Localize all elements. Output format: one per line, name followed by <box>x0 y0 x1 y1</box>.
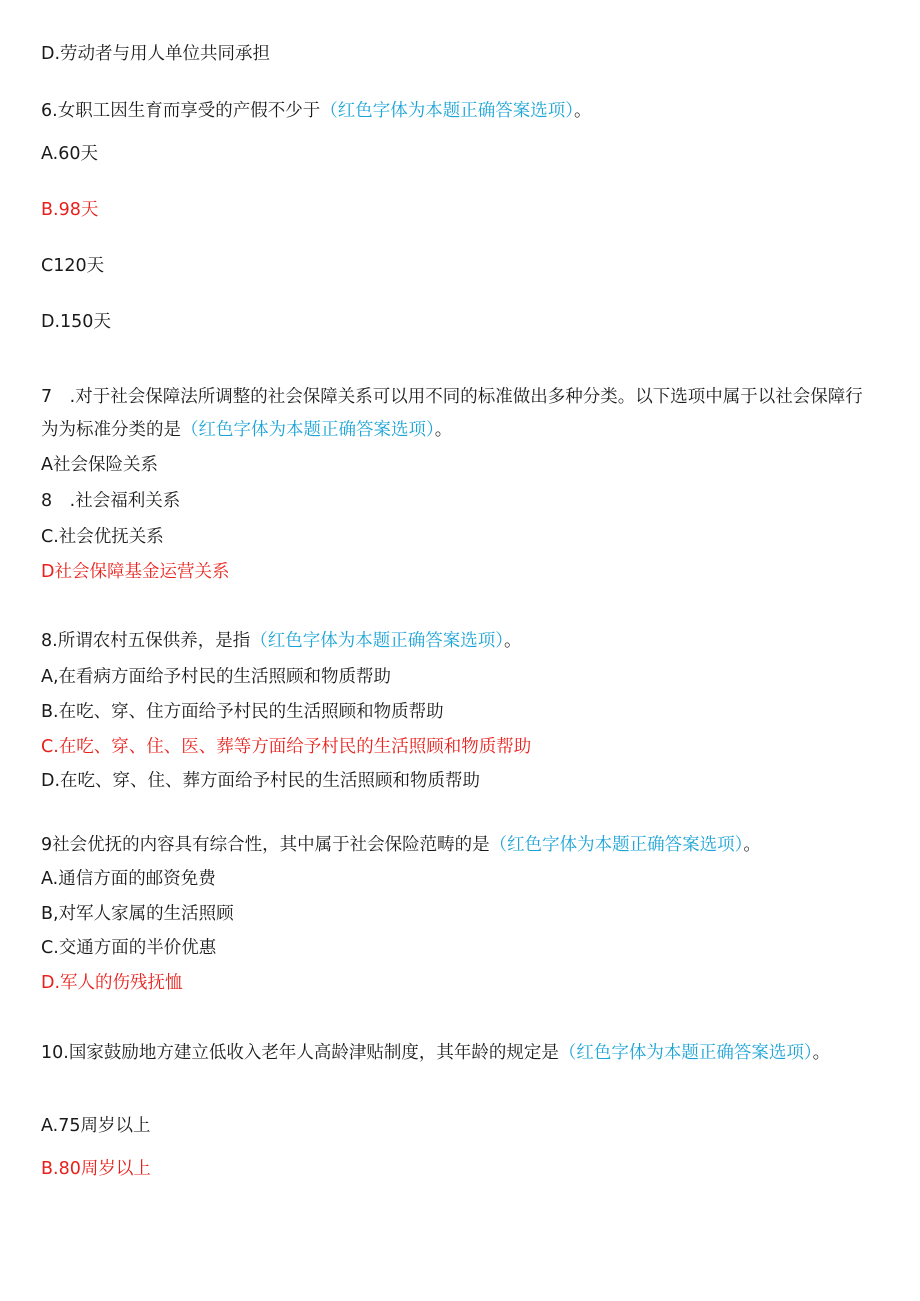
q10-option-a: A.75周岁以上 <box>41 1116 151 1136</box>
q9-option-a: A.通信方面的邮资免费 <box>41 869 216 889</box>
q9-option-c: C.交通方面的半价优惠 <box>41 938 217 958</box>
q6-option-d: D.150天 <box>41 312 111 332</box>
question-text: 7 .对于社会保障法所调整的社会保障关系可以用不同的标准做出多种分类。以下选项中属于以社会保障行为为标准分类的是 <box>41 387 863 440</box>
question-9-stem <box>41 834 761 856</box>
question-text: 8.所谓农村五保供养，是指 <box>41 631 251 651</box>
q9-option-d-correct: D.军人的伤残抚恤 <box>41 973 183 993</box>
q6-option-c: C120天 <box>41 256 105 276</box>
q8-option-b: B.在吃、穿、住方面给予村民的生活照顾和物质帮助 <box>41 702 444 722</box>
answer-hint: （红色字体为本题正确答案选项） <box>558 1043 813 1063</box>
q7-option-c: C.社会优抚关系 <box>41 527 164 547</box>
q10-option-b-correct: B.80周岁以上 <box>41 1159 151 1179</box>
q7-option-d-correct: D社会保障基金运营关系 <box>41 562 230 582</box>
question-text: 6.女职工因生育而享受的产假不少于 <box>41 101 321 121</box>
q8-option-c-correct: C.在吃、穿、住、医、葬等方面给予村民的生活照顾和物质帮助 <box>41 737 532 757</box>
question-text: 10.国家鼓励地方建立低收入老年人高龄津贴制度，其年龄的规定是 <box>41 1043 559 1063</box>
question-end: 。 <box>434 420 453 440</box>
question-8-stem <box>41 630 521 652</box>
question-text: 9社会优抚的内容具有综合性，其中属于社会保险范畴的是 <box>41 835 490 855</box>
question-end: 。 <box>812 1043 831 1063</box>
question-10-stem <box>41 1037 831 1070</box>
q8-option-d: D.在吃、穿、住、葬方面给予村民的生活照顾和物质帮助 <box>41 771 481 791</box>
question-end: 。 <box>573 101 592 121</box>
answer-hint: （红色字体为本题正确答案选项） <box>489 835 744 855</box>
prev-option-d: D.劳动者与用人单位共同承担 <box>41 44 271 64</box>
q7-option-b: 8 .社会福利关系 <box>41 491 181 511</box>
question-end: 。 <box>743 835 761 855</box>
question-7-stem <box>41 381 873 447</box>
answer-hint: （红色字体为本题正确答案选项） <box>250 631 504 651</box>
q9-option-b: B,对军人家属的生活照顾 <box>41 904 234 924</box>
q7-option-a: A社会保险关系 <box>41 455 158 475</box>
q6-option-a: A.60天 <box>41 144 98 164</box>
answer-hint: （红色字体为本题正确答案选项） <box>181 420 435 440</box>
answer-hint: （红色字体为本题正确答案选项） <box>320 101 574 121</box>
question-6-stem <box>41 100 591 122</box>
q8-option-a: A,在看病方面给予村民的生活照顾和物质帮助 <box>41 667 392 687</box>
question-end: 。 <box>503 631 522 651</box>
q6-option-b-correct: B.98天 <box>41 200 99 220</box>
